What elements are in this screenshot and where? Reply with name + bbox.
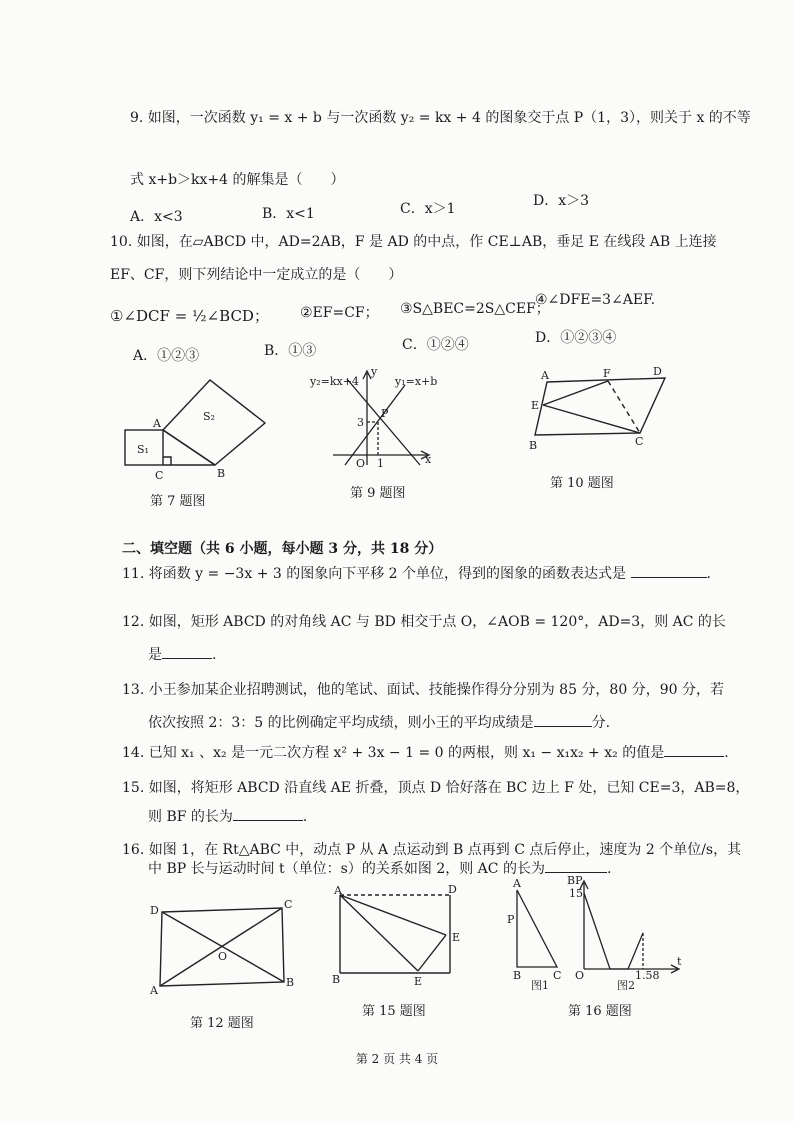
figure-9 (305, 365, 438, 480)
q9-line1: 9. 如图，一次函数 y₁ = x + b 与一次函数 y₂ = kx + 4 的图象交于点 P（1，3），则关于 x 的不等 (130, 110, 751, 126)
q10-option-a: A．①②③ (133, 348, 200, 364)
fig7-label-s1: S₁ (137, 443, 149, 456)
fig12-label-b: B (286, 976, 295, 989)
fig16-label-t: t (677, 955, 682, 968)
figure-12 (148, 898, 298, 1003)
fig16-label-fig1: 图1 (531, 979, 549, 992)
section2-title: 二、填空题（共 6 小题，每小题 3 分，共 18 分） (122, 541, 443, 557)
q16-line1: 16. 如图 1，在 Rt△ABC 中，动点 P 从 A 点运动到 B 点再到 C 点后停止，速度为 2 个单位/s，其 (122, 842, 742, 858)
q14-text: 14. 已知 x₁ 、x₂ 是一元二次方程 x² + 3x − 1 = 0 的两根，则 x₁ − x₁x₂ + x₂ 的值是 (122, 745, 665, 761)
q10-option-b: B．①③ (264, 343, 317, 359)
fig16-label-p: P (507, 913, 515, 926)
fig16-label-c: C (553, 969, 562, 982)
q15-line2-text: 则 BF 的长为 (148, 809, 233, 825)
fig15-label-f: E (414, 975, 423, 988)
fig12-caption: 第 12 题图 (190, 1016, 254, 1031)
q14-end: . (724, 745, 729, 761)
q13-line1: 13. 小王参加某企业招聘测试，他的笔试、面试、技能操作得分分别为 85 分，80 分，90 分，若 (122, 682, 724, 698)
fig12-label-c: C (284, 898, 293, 911)
fig7-label-c: C (155, 469, 164, 482)
q13-answer-blank[interactable] (534, 712, 592, 727)
q14 (122, 742, 729, 763)
fig9-label-o: O (356, 457, 366, 470)
fig10-label-a: A (541, 369, 549, 382)
fig15-label-e: E (452, 931, 461, 944)
q12-line2-text: 是 (148, 647, 162, 663)
figure-15 (330, 885, 470, 990)
q10-statement-3: ③S△BEC=2S△CEF； (400, 301, 550, 317)
fig10-label-f: F (603, 367, 611, 380)
q9-option-b: B．x<1 (262, 206, 315, 222)
q12-line2 (148, 644, 216, 665)
q11-end: . (706, 566, 711, 582)
q10-option-c: C．①②④ (402, 337, 469, 353)
q10-line2: EF、CF，则下列结论中一定成立的是（ ） (110, 267, 403, 283)
q13-line2 (148, 712, 610, 733)
fig16-label-158: 1.58 (635, 969, 660, 982)
fig10-label-c: C (635, 435, 644, 448)
fig9-label-p: P (381, 407, 389, 420)
q9-option-d: D．x＞3 (533, 193, 590, 209)
q16-line2-text: 中 BP 长与运动时间 t（单位：s）的关系如图 2，则 AC 的长为 (148, 861, 545, 877)
fig16-caption: 第 16 题图 (568, 1004, 632, 1019)
fig16-label-o: O (575, 969, 585, 982)
q9-option-a: A．x<3 (130, 209, 183, 225)
fig7-label-s2: S₂ (203, 410, 215, 423)
fig9-label-1: 1 (377, 457, 384, 470)
q11-answer-blank[interactable] (631, 563, 707, 578)
fig7-label-a: A (153, 417, 161, 430)
q9-option-c: C．x＞1 (400, 201, 456, 217)
q11-text: 11. 将函数 y = −3x + 3 的图象向下平移 2 个单位，得到的图象的函数表达式是 (122, 566, 627, 582)
q12-end: . (212, 647, 217, 663)
fig9-label-y2: y₂=kx+4 (310, 375, 359, 388)
q10-statement-4: ④∠DFE=3∠AEF. (535, 292, 656, 308)
fig15-caption: 第 15 题图 (362, 1004, 426, 1019)
fig7-caption: 第 7 题图 (150, 494, 206, 509)
q13-end: 分. (591, 715, 611, 731)
q12-line1: 12. 如图，矩形 ABCD 的对角线 AC 与 BD 相交于点 O，∠AOB = 120°，AD=3，则 AC 的长 (122, 614, 726, 630)
q10-option-d: D．①②③④ (535, 330, 617, 346)
q10-statement-2: ②EF=CF； (300, 305, 379, 321)
fig16-label-a: A (513, 877, 521, 890)
fig15-label-a: A (334, 884, 342, 897)
q16-end: . (606, 861, 612, 877)
q16-answer-blank[interactable] (545, 858, 607, 873)
fig9-label-y: y (371, 365, 378, 378)
fig16-label-b: B (513, 969, 522, 982)
q15-answer-blank[interactable] (233, 806, 303, 821)
q15-line1: 15. 如图，将矩形 ABCD 沿直线 AE 折叠，顶点 D 恰好落在 BC 边上 F 处，已知 CE=3，AB=8， (122, 780, 750, 796)
q10-statement-1: ①∠DCF = ½∠BCD； (110, 307, 269, 325)
q9-line2: 式 x+b＞kx+4 的解集是（ ） (130, 172, 345, 188)
fig16-label-bp: BP (567, 874, 583, 887)
q12-answer-blank[interactable] (162, 644, 212, 659)
q14-answer-blank[interactable] (664, 742, 724, 757)
fig15-label-d: D (448, 883, 457, 896)
fig16-label-15: 15 (569, 887, 583, 900)
fig12-label-d: D (150, 904, 159, 917)
q13-line2-text: 依次按照 2：3：5 的比例确定平均成绩，则小王的平均成绩是 (148, 715, 534, 731)
fig16-label-fig2: 图2 (617, 979, 635, 992)
fig7-label-b: B (217, 467, 226, 480)
page-footer: 第 2 页 共 4 页 (355, 1052, 439, 1066)
fig9-caption: 第 9 题图 (350, 486, 406, 501)
fig10-label-b: B (529, 439, 538, 452)
q15-line2 (148, 806, 307, 827)
figure-16 (505, 875, 685, 990)
fig9-label-y1: y₁=x+b (395, 375, 438, 388)
figure-7 (115, 375, 255, 485)
fig12-label-a: A (150, 984, 158, 997)
q15-end: . (302, 809, 308, 825)
q11 (122, 563, 711, 584)
figure-10 (525, 365, 685, 455)
fig10-label-d: D (653, 365, 662, 378)
fig10-caption: 第 10 题图 (550, 476, 614, 491)
fig15-label-b: B (332, 973, 341, 986)
q10-line1: 10. 如图，在▱ABCD 中，AD=2AB，F 是 AD 的中点，作 CE⊥AB，垂足 E 在线段 AB 上连接 (110, 234, 717, 250)
fig12-label-o: O (218, 950, 228, 963)
fig10-label-e: E (531, 399, 540, 412)
fig9-label-3: 3 (357, 416, 364, 429)
fig9-label-x: x (425, 453, 432, 466)
